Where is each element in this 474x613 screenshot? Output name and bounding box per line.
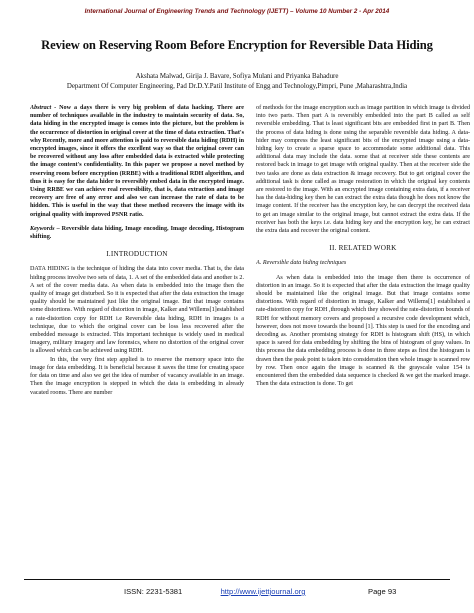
intro-paragraph-1: DATA HIDING is the technique of hiding the data into cover media. That is, the data hiding process involve two sets of data, 1. A set of the embedded data and another is 2. A set of the cover media data. As when data is embedded into the image then the quality of image get disturbed. So it is expected that after the data extraction the image quality should be maintained just like the original image. But that image contains some distortions. With regard of distortion in image, Kalker and Willems[1]established a rate-distortion copy for RDH i.e Reversible data hiding, RDH in images is a technique, due to which the original cover can be loss less recovered after the embedded message is extracted. This important technique is widely used in medical imagery, military imagery and law forensics, where no distortion of the original cover is allowed which can be achieved using RDH.: [30, 266, 244, 355]
authors: Akshata Malwad, Girija J. Bavare, Sofiya Mulani and Priyanka Bahadure: [135, 73, 339, 80]
footer-rule: [24, 579, 450, 580]
keywords-text: – Reversible data hiding, Image encoding, Image decoding, Histogram shifting.: [30, 225, 244, 241]
footer-page-number: Page 93: [368, 587, 397, 596]
right-paragraph-2: As when data is embedded into the image then there is occurrence of distortion in an image. So it is expected that after the data extraction the image quality should be maintained like the original image. But that image contains some distortions. With regard of distortion in image, Kalker and Willems[1] established a rate-distortion copy for RDH ,through which they showed the rate-distortion bounds of RDH for without memory covers and proposed a recursive code development which, however, does not move towards the bound [1]. This step is used for the encoding and decoding as. Another promising strategy for RDH is histogram shift (HS), in which space is saved for data embedding by shifting the bins of histogram of gray values. In this process the data embedding process is done in three steps as first the histogram is drawn then the peak point is taken into consideration then whole image is scanned row by row. Then once again the image is scanned & the grayscale value 154 is encountered then the embedded data sequence is checked & we get the marked image. Then the data extraction is done. To get: [256, 274, 470, 388]
right-paragraph-1: of methods for the image encryption such as image partition in which image is divided into two parts. Then part A is reversibly embedded into the part B called as self reversible embedding. That is least significant bits are embedded first in part B. Then the process of data hiding is done using the separable reversible data hiding. A data-hider may compress the least significant bits of the encrypted image using a data-hiding key to create a sparse space to accommodate some additional data. This additional data may include the data. some that at receiver side these contents are restored back in image to get image with original quality. Then at the receiver side the two tasks are done as data extraction & image recovery. But to get original cover the additional task is done called as image restoration in which the original key contents are restored to the image. With an encrypted image containing extra data, if a receiver has the data-hiding key then he can extract the extra data though he does not know the image content. If the receiver has the encryption key, he can decrypt the received data to get an image similar to the original image, but cannot extract the extra data. If the receiver has both the keys i.e. data hiding key and the encryption key, he can extract the extra data and recover the original content.: [256, 105, 470, 235]
footer-issn: ISSN: 2231-5381: [124, 587, 183, 596]
affiliation: Department Of Computer Engineering, Pad Dr.D.Y.Patil Institute of Engg and Technology,Pimpri, Pune ,Maharashtra,India: [66, 83, 408, 90]
journal-header: International Journal of Engineering Trends and Technology (IJETT) – Volume 10 Number 2 - Apr 2014: [84, 8, 390, 15]
abstract-text: - Now a days there is very big problem of data hacking. There are number of techniques available in the industry to maintain security of data. So, data hiding in the encrypted image is comes into the picture, but the problem is the occurrence of distortion in original cover at the time of data extraction. That's why Recently, more and more attention is paid to reversible data hiding (RDH) in encrypted images, since it offers the excellent way so that the original cover can be recovered without any loss after embedded data is extracted while protecting the image content's confidentiality. In this paper we propose a novel method by reserving room before encryption (RRBE) with a traditional RDH algorithm, and thus it is easy for the data hider to reversibly embed data in the encrypted image. Using RRBE we can achieve real reversibility, that is, data extraction and image recovery are free of any error and also we can increase the rate of data to be hidden. This is useful in the way that these method recovers the image with its original quality with improved PSNR ratio.: [30, 105, 244, 218]
keywords: [30, 225, 244, 241]
keywords-lead: Keywords: [30, 225, 55, 232]
paper-title: Review on Reserving Room Before Encryption for Reversible Data Hiding: [41, 38, 433, 52]
right-column: [256, 104, 470, 564]
left-column: [30, 104, 244, 564]
footer-url-link[interactable]: http://www.ijettjournal.org: [220, 587, 306, 596]
subsection-heading-rdh: A. Reversible data hiding techniques: [256, 260, 347, 267]
section-heading-introduction: I.INTRODUCTION: [106, 250, 168, 259]
abstract-lead: Abstract: [30, 105, 52, 111]
section-heading-related-work: II. RELATED WORK: [329, 244, 397, 253]
abstract: [30, 104, 244, 219]
intro-paragraph-2: In this, the very first step applied is to reserve the memory space into the image for data embedding. It is beneficial because it saves the time for creating space for data on time and also we get the idea of number of vacancy available in an image. Then the image encryption is stepped in which the data is embedding in already vacated rooms. There are number: [30, 356, 244, 396]
